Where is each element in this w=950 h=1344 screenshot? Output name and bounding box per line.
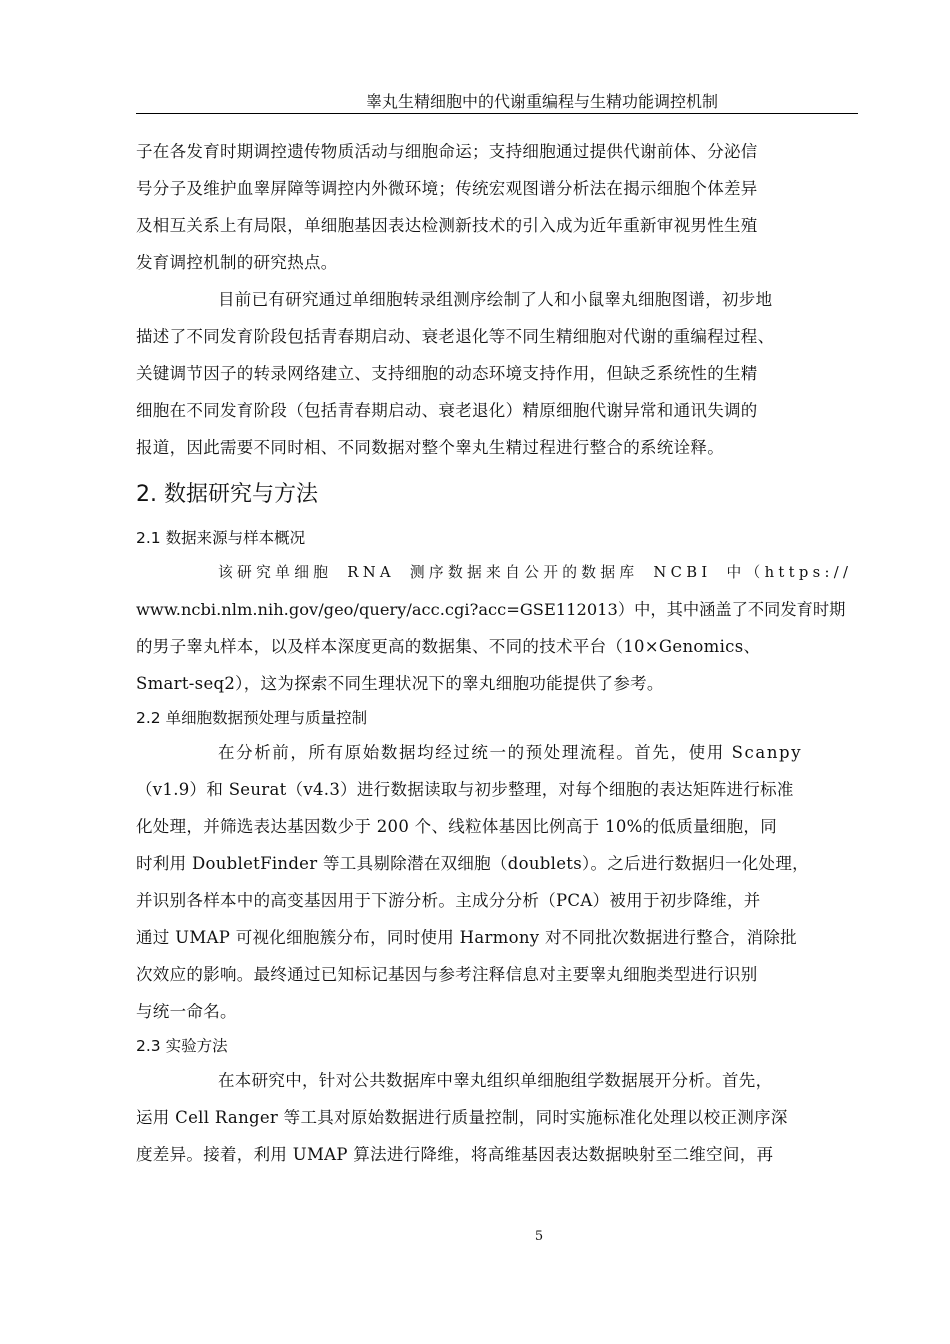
text-line: 与统一命名。 — [136, 1002, 237, 1021]
text-line: 关键调节因子的转录网络建立、支持细胞的动态环境支持作用，但缺乏系统性的生精 — [136, 364, 758, 383]
page-body — [136, 133, 856, 1173]
paragraph-research-status — [136, 281, 856, 466]
paragraph-preprocessing — [136, 734, 856, 1030]
text-line: 目前已有研究通过单细胞转录组测序绘制了人和小鼠睾丸细胞图谱，初步地 — [218, 290, 773, 309]
text-line: 通过 UMAP 可视化细胞簇分布，同时使用 Harmony 对不同批次数据进行整合，消除批 — [136, 928, 797, 947]
text-line: 并识别各样本中的高变基因用于下游分析。主成分分析（PCA）被用于初步降维，并 — [136, 891, 761, 910]
text-line: 号分子及维护血睾屏障等调控内外微环境；传统宏观图谱分析法在揭示细胞个体差异 — [136, 179, 758, 198]
text-line: Smart-seq2），这为探索不同生理状况下的睾丸细胞功能提供了参考。 — [136, 674, 664, 693]
paragraph-methods — [136, 1062, 856, 1173]
text-line: 描述了不同发育阶段包括青春期启动、衰老退化等不同生精细胞对代谢的重编程过程、 — [136, 327, 775, 346]
paragraph-intro-continuation — [136, 133, 856, 281]
text-line: 次效应的影响。最终通过已知标记基因与参考注释信息对主要睾丸细胞类型进行识别 — [136, 965, 758, 984]
text-line: 时利用 DoubletFinder 等工具剔除潜在双细胞（doublets）。之后进行数据归一化处理， — [136, 854, 809, 873]
text-line: www.ncbi.nlm.nih.gov/geo/query/acc.cgi?acc=GSE112013）中，其中涵盖了不同发育时期 — [136, 600, 846, 619]
running-header: 睾丸生精细胞中的代谢重编程与生精功能调控机制 — [136, 90, 858, 114]
text-line: 及相互关系上有局限，单细胞基因表达检测新技术的引入成为近年重新审视男性生殖 — [136, 216, 758, 235]
subsection-heading-2-3: 2.3 实验方法 — [136, 1037, 228, 1055]
text-line: 报道，因此需要不同时相、不同数据对整个睾丸生精过程进行整合的系统诠释。 — [136, 438, 724, 457]
text-line: 细胞在不同发育阶段（包括青春期启动、衰老退化）精原细胞代谢异常和通讯失调的 — [136, 401, 758, 420]
text-line: 发育调控机制的研究热点。 — [136, 253, 338, 272]
text-line: 化处理，并筛选表达基因数少于 200 个、线粒体基因比例高于 10%的低质量细胞，同 — [136, 817, 778, 836]
text-line: 在分析前，所有原始数据均经过统一的预处理流程。首先，使用 Scanpy — [218, 743, 803, 762]
subsection-heading-2-1: 2.1 数据来源与样本概况 — [136, 529, 306, 547]
text-line: 的男子睾丸样本，以及样本深度更高的数据集、不同的技术平台（10×Genomics、 — [136, 637, 761, 656]
paragraph-data-source — [136, 554, 856, 702]
section-heading-2: 2. 数据研究与方法 — [136, 482, 318, 507]
text-line: 子在各发育时期调控遗传物质活动与细胞命运；支持细胞通过提供代谢前体、分泌信 — [136, 142, 758, 161]
text-line: 该研究单细胞 RNA 测序数据来自公开的数据库 NCBI 中（https:// — [218, 564, 853, 581]
text-line: 运用 Cell Ranger 等工具对原始数据进行质量控制，同时实施标准化处理以校正测序深 — [136, 1108, 788, 1127]
text-line: 度差异。接着，利用 UMAP 算法进行降维，将高维基因表达数据映射至二维空间，再 — [136, 1145, 774, 1164]
text-line: （v1.9）和 Seurat（v4.3）进行数据读取与初步整理，对每个细胞的表达矩阵进行标准 — [136, 780, 794, 799]
page-number: 5 — [534, 1229, 544, 1244]
text-line: 在本研究中，针对公共数据库中睾丸组织单细胞组学数据展开分析。首先， — [218, 1071, 773, 1090]
subsection-heading-2-2: 2.2 单细胞数据预处理与质量控制 — [136, 709, 368, 727]
